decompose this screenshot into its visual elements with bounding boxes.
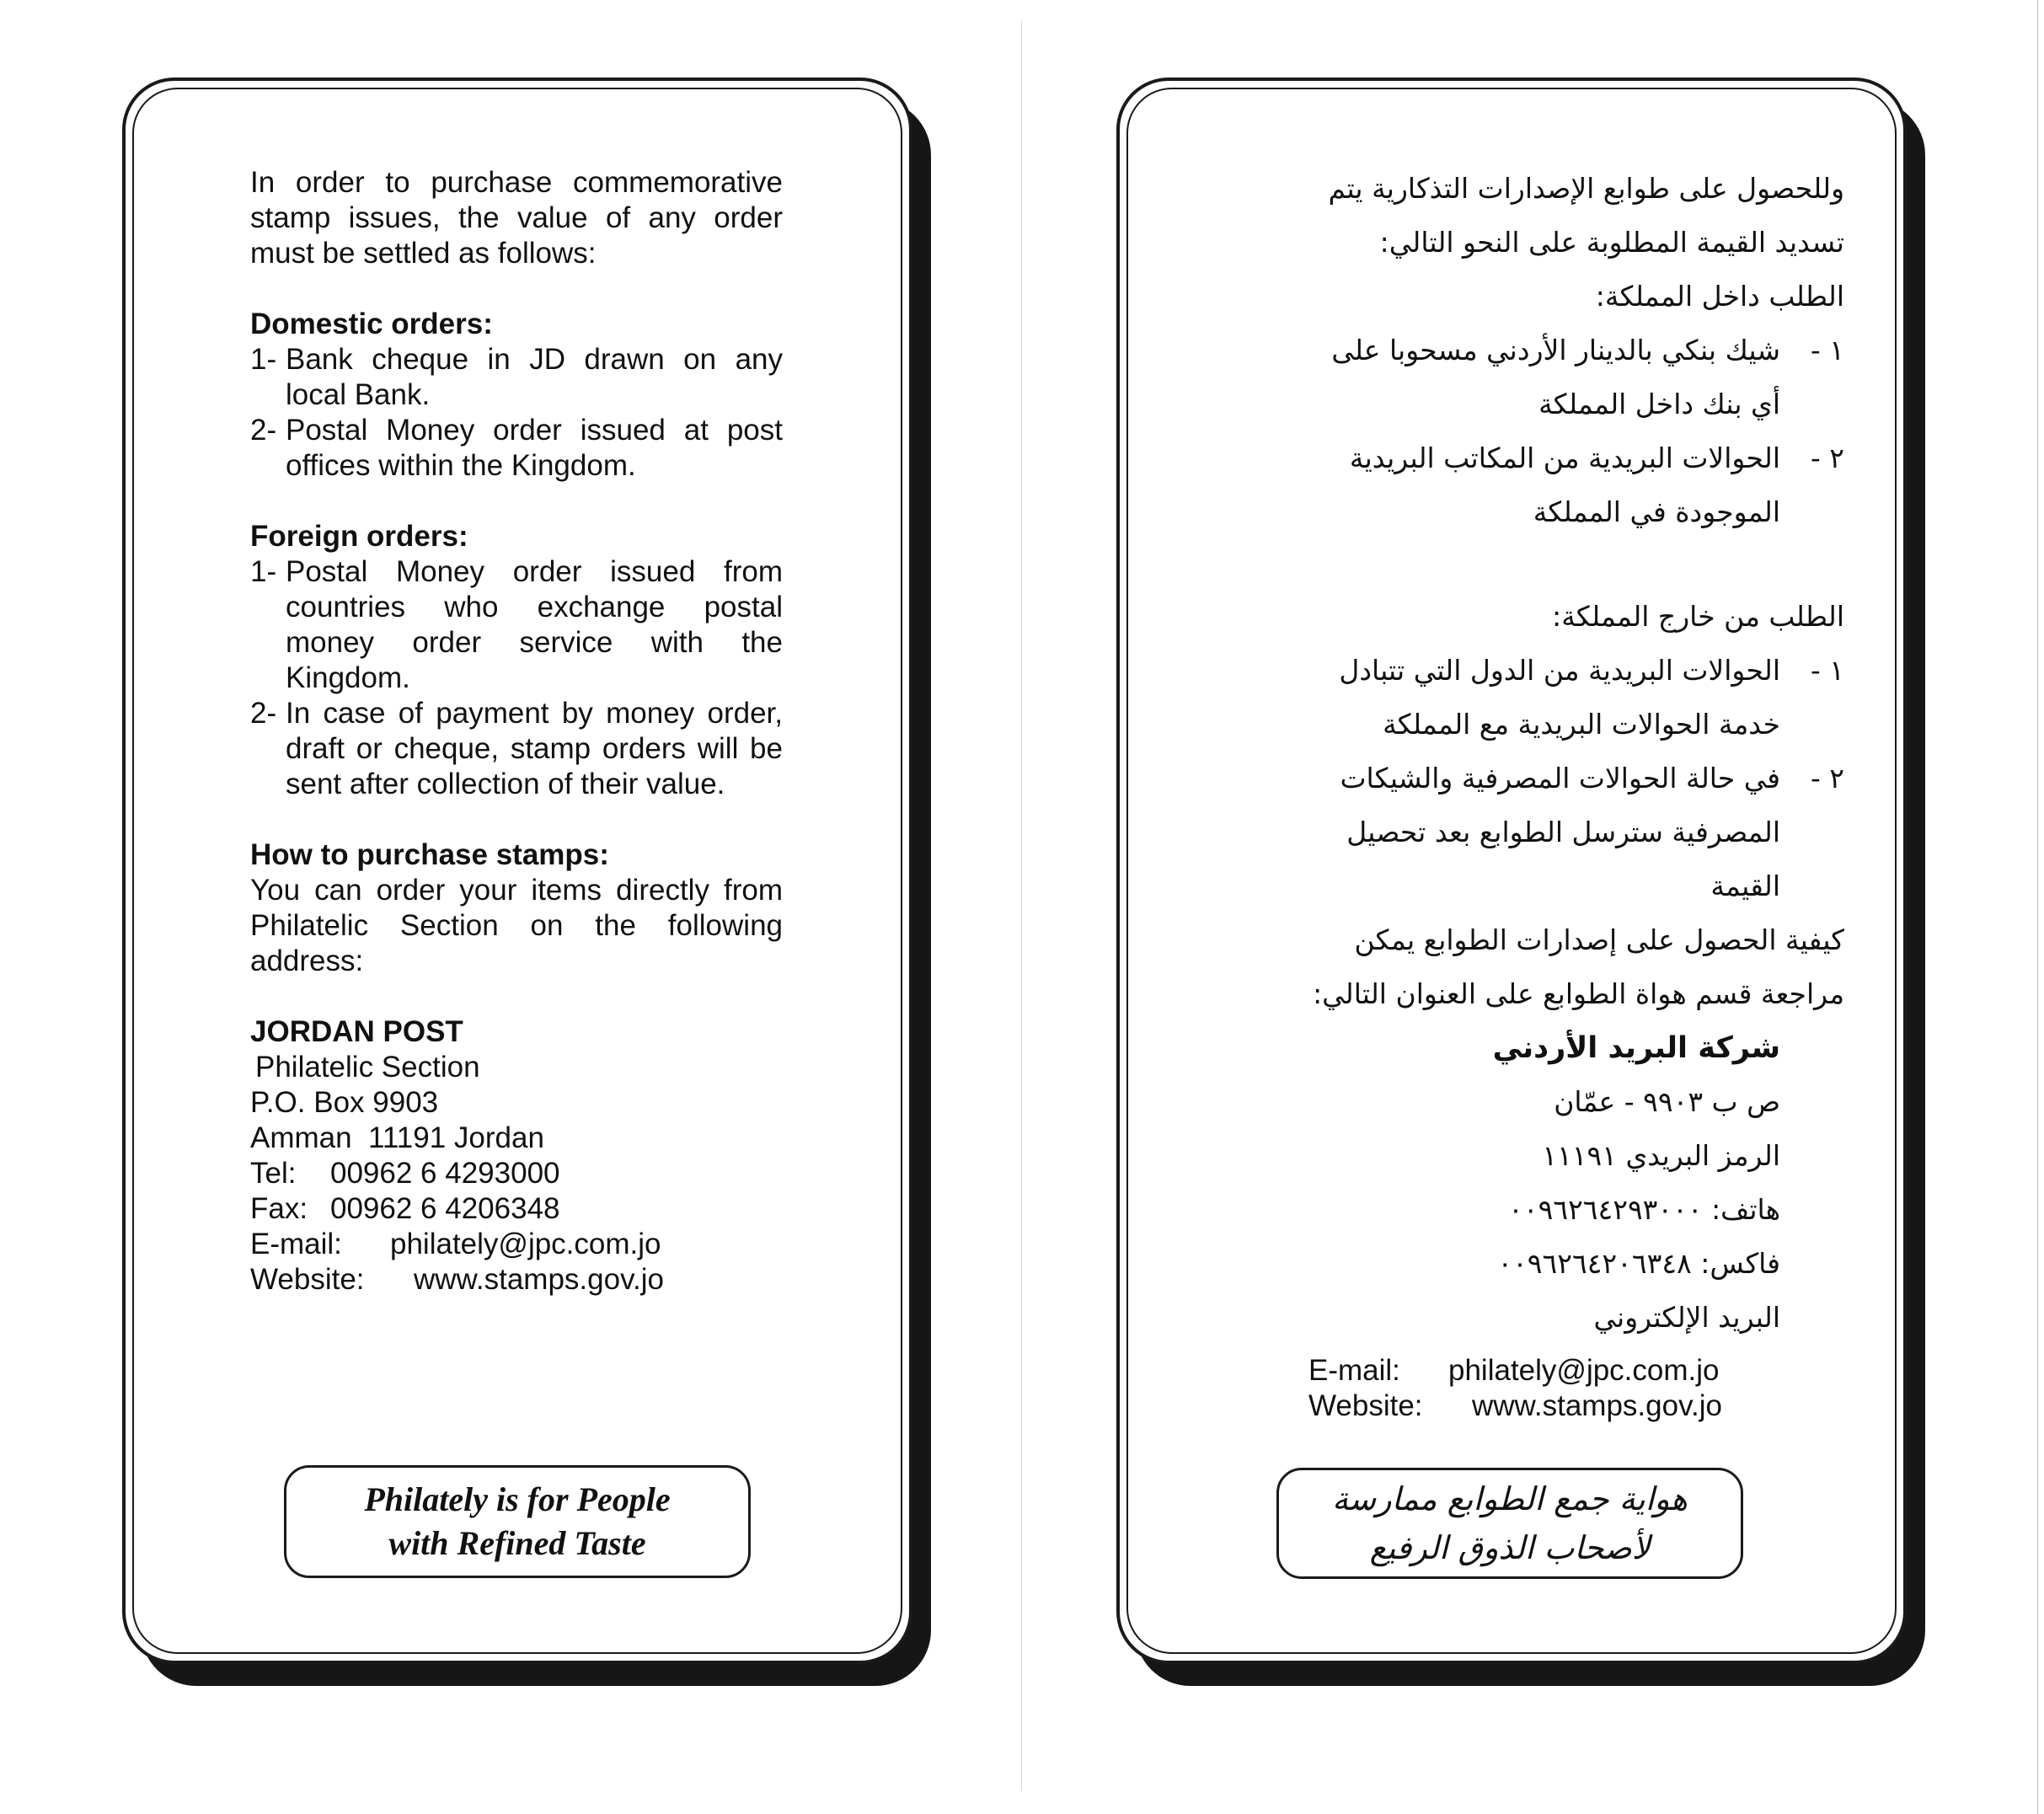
tel-value: 00962 6 4293000 (330, 1157, 560, 1190)
english-panel (122, 78, 912, 1664)
email-link[interactable]: philately@jpc.com.jo (1448, 1354, 1720, 1387)
how-to-text: You can order your items directly from Philatelic Section on the following address: (250, 874, 783, 977)
list-item: 2- Postal Money order issued at post offices within the Kingdom. (250, 414, 783, 482)
ar-foreign-heading: الطلب من خارج المملكة: (1552, 600, 1844, 633)
email-link[interactable]: philately@jpc.com.jo (390, 1228, 661, 1260)
ar-slogan-line-2: لأصحاب الذوق الرفيع (1369, 1529, 1651, 1566)
domestic-list (250, 342, 783, 484)
list-item: 2- In case of payment by money order, draft or cheque, stamp orders will be sent after collection of their value. (250, 697, 783, 800)
center-fold-line (1021, 21, 1022, 1790)
ar-how-to-line: مراجعة قسم هواة الطوابع على العنوان التالي: (1313, 977, 1844, 1010)
list-item: ١ - شيك بنكي بالدينار الأردني مسحوبا على أي بنك داخل المملكة (1331, 334, 1844, 420)
foreign-list (250, 554, 783, 802)
website-link[interactable]: www.stamps.gov.jo (1472, 1389, 1722, 1422)
slogan-line-2: with Refined Taste (388, 1524, 646, 1562)
ar-tel: هاتف: ٠٠٩٦٢٦٤٢٩٣٠٠٠ (1508, 1193, 1780, 1226)
list-item: ١ - الحوالات البريدية من الدول التي تتبادل خدمة الحوالات البريدية مع المملكة (1339, 654, 1844, 741)
ar-how-to-line: كيفية الحصول على إصدارات الطوابع يمكن (1354, 923, 1844, 956)
email-row: E-mail: philately@jpc.com.jo (250, 1228, 661, 1260)
right-edge-line (2037, 0, 2038, 1814)
ar-email-heading: البريد الإلكتروني (1593, 1301, 1780, 1334)
website-row: Website: www.stamps.gov.jo (1308, 1389, 1722, 1422)
ar-address-block (1238, 1021, 1780, 1345)
list-item: 1- Bank cheque in JD drawn on any local Bank. (250, 343, 783, 411)
ar-postcode: الرمز البريدي ١١١٩١ (1542, 1139, 1780, 1172)
fax-row: Fax: 00962 6 4206348 (250, 1192, 560, 1225)
list-item: ٢ - في حالة الحوالات المصرفية والشيكات المصرفية سترسل الطوابع بعد تحصيل القيمة (1340, 762, 1844, 902)
ar-intro-line: تسديد القيمة المطلوبة على النحو التالي: (1379, 226, 1844, 259)
list-item: 1- Postal Money order issued from countries who exchange postal money order service with the Kingdom. (250, 555, 783, 694)
fax-value: 00962 6 4206348 (330, 1192, 560, 1225)
intro-text: In order to purchase commemorative stamp issues, the value of any order must be settled as follows: (250, 166, 783, 270)
ar-domestic-heading: الطلب داخل المملكة: (1595, 280, 1844, 313)
po-box: P.O. Box 9903 (250, 1086, 439, 1119)
foreign-heading: Foreign orders: (250, 520, 468, 553)
city-line: Amman 11191 Jordan (250, 1121, 544, 1154)
tel-row: Tel: 00962 6 4293000 (250, 1157, 560, 1190)
ar-intro-line: وللحصول على طوابع الإصدارات التذكارية يتم (1328, 172, 1844, 205)
list-item: ٢ - الحوالات البريدية من المكاتب البريدية الموجودة في المملكة (1349, 441, 1844, 528)
slogan-box (284, 1465, 751, 1578)
ar-slogan-line-1: هواية جمع الطوابع ممارسة (1332, 1480, 1688, 1517)
email-row: E-mail: philately@jpc.com.jo (1308, 1354, 1720, 1387)
arabic-body (1238, 162, 1844, 1345)
ar-fax: فاكس: ٠٠٩٦٢٦٤٢٠٦٣٤٨ (1497, 1247, 1780, 1280)
website-row: Website: www.stamps.gov.jo (250, 1263, 664, 1296)
org-name: JORDAN POST (250, 1015, 463, 1048)
domestic-heading: Domestic orders: (250, 308, 493, 340)
slogan-line-1: Philately is for People (364, 1480, 671, 1518)
ar-po-box: ص ب ٩٩٠٣ - عمّان (1554, 1085, 1780, 1118)
ar-org-name: شركة البريد الأردني (1492, 1031, 1780, 1065)
ar-contact-latin (1308, 1353, 1722, 1424)
section-name: Philatelic Section (255, 1051, 480, 1084)
slogan-box (1276, 1468, 1743, 1579)
how-to-heading: How to purchase stamps: (250, 838, 609, 871)
arabic-panel (1116, 78, 1907, 1664)
website-link[interactable]: www.stamps.gov.jo (414, 1263, 664, 1296)
address-block (250, 1014, 783, 1298)
